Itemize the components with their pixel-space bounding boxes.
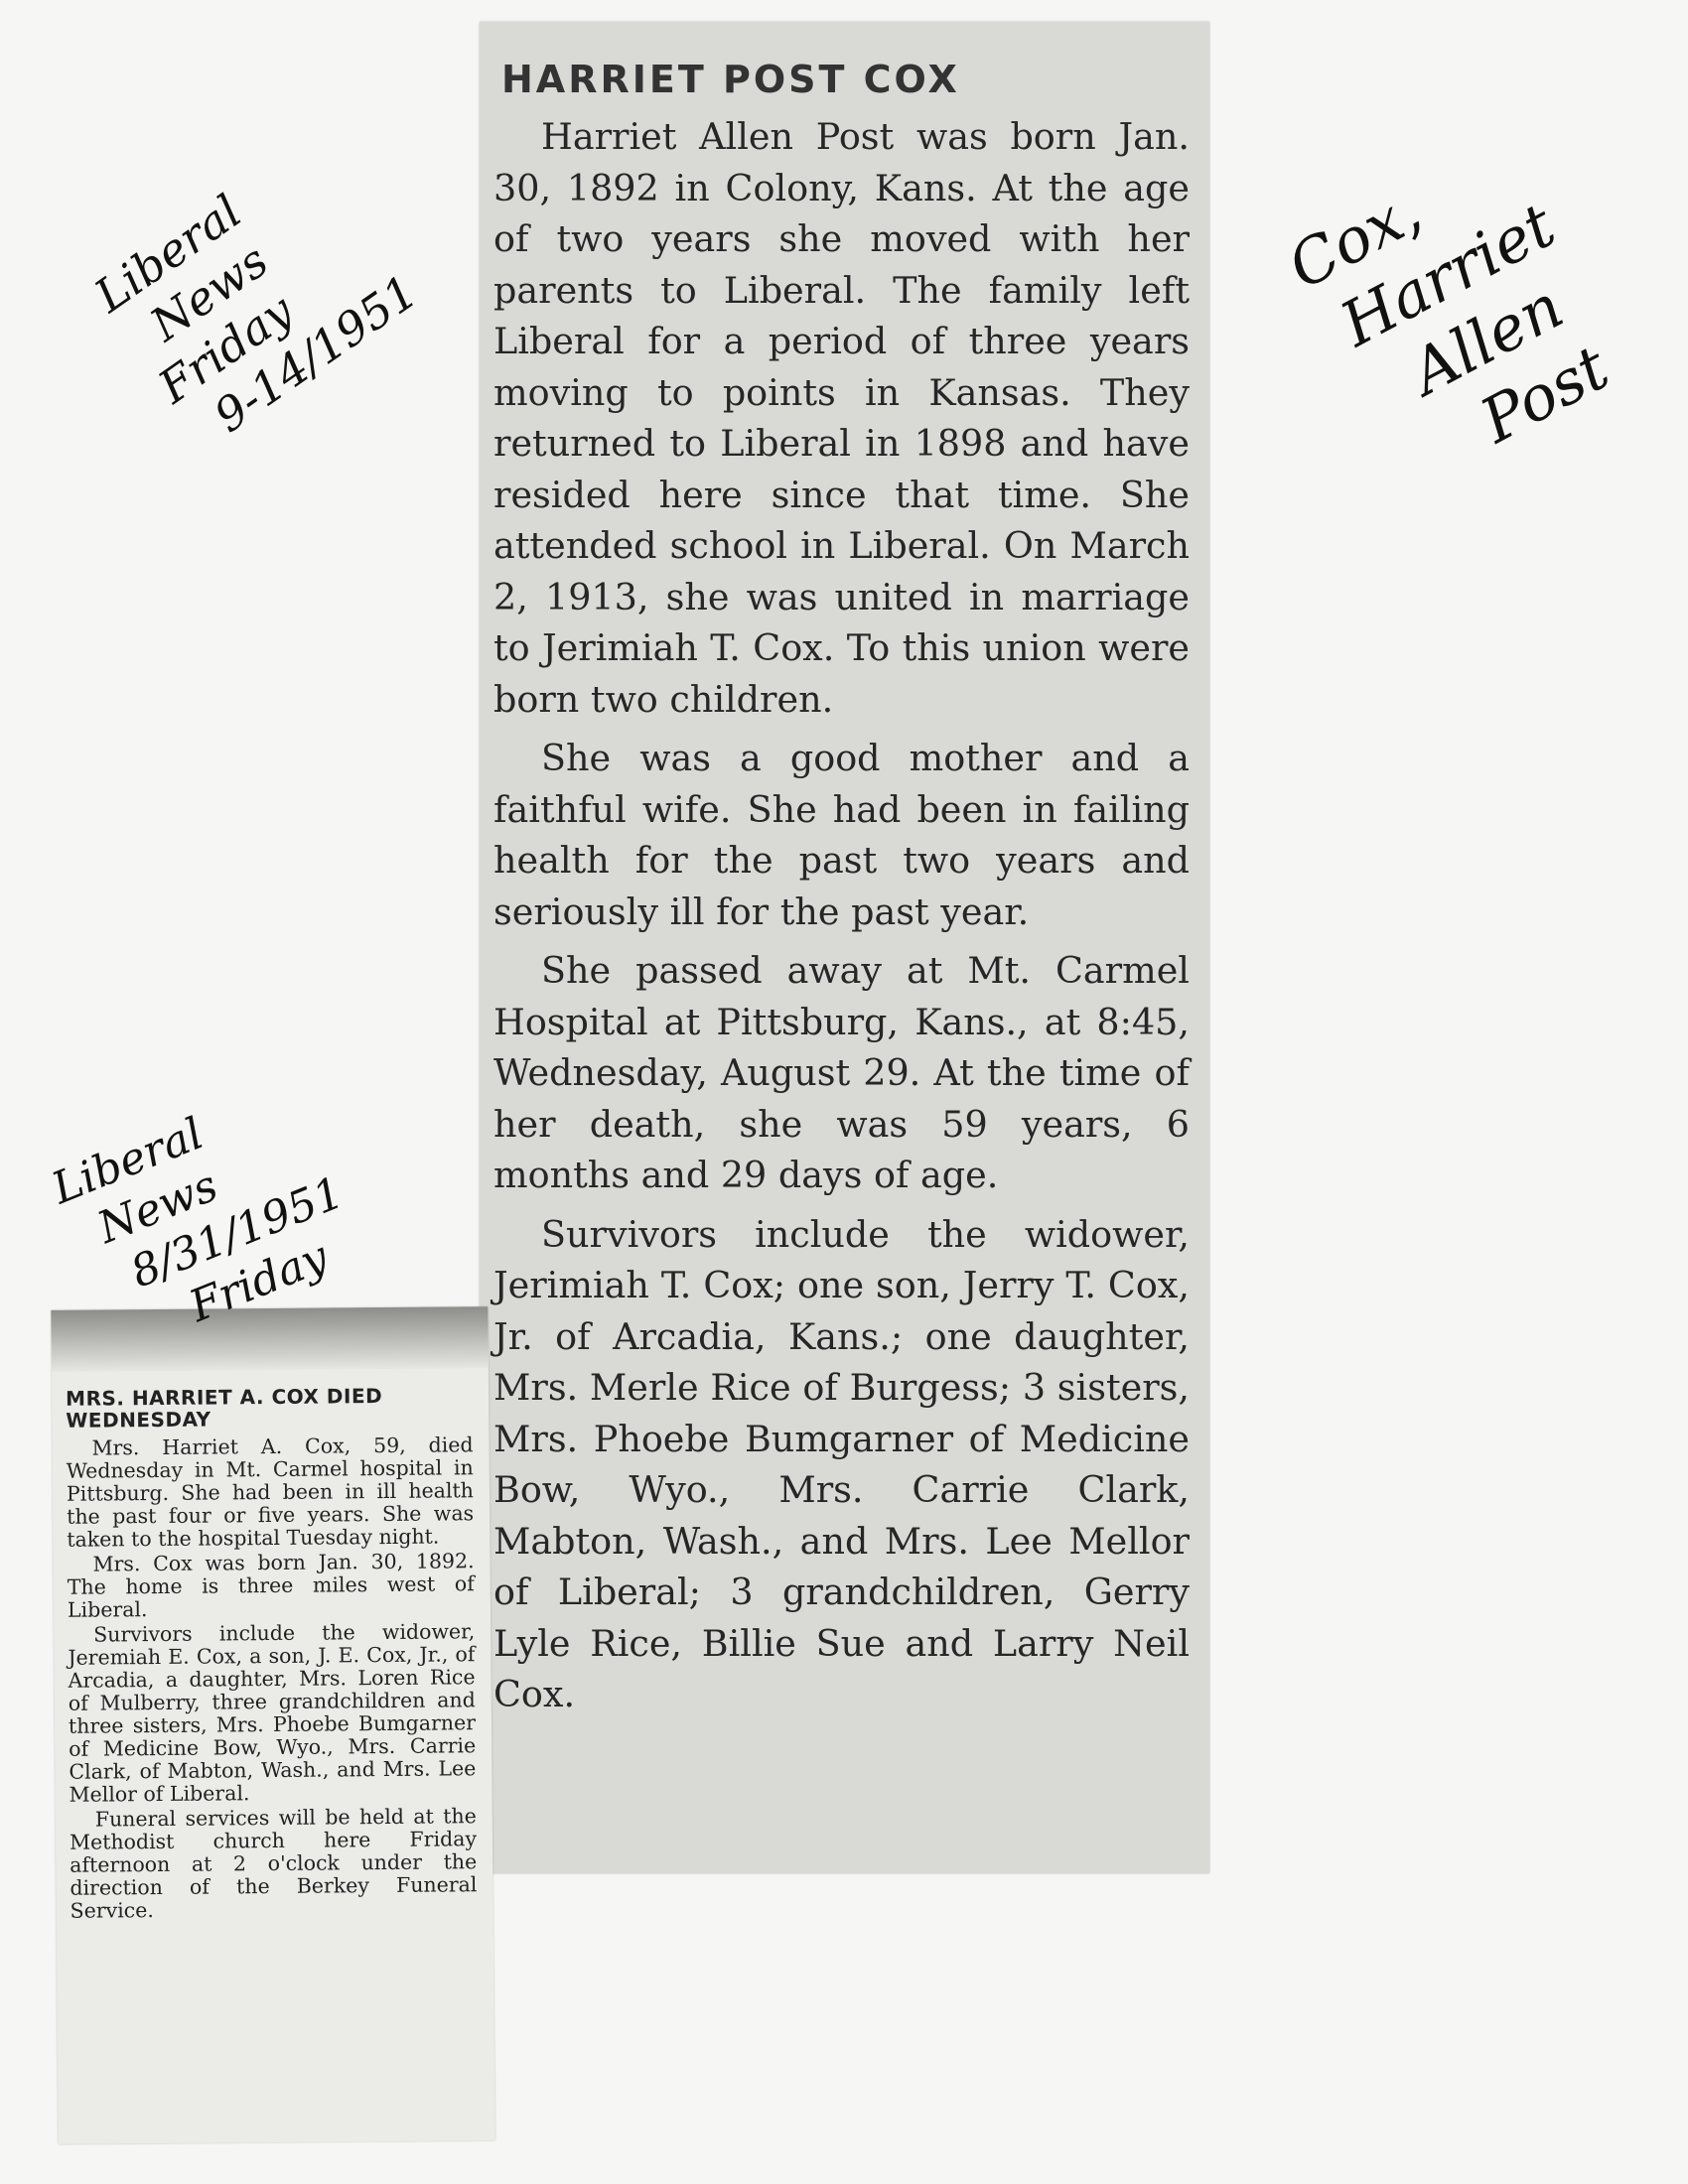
obituary-clipping-main: [480, 22, 1209, 1873]
obituary-headline: HARRIET POST COX: [501, 58, 960, 101]
handwritten-source-note-top: Liberal News Friday 9-14/1951: [84, 184, 428, 460]
obituary-paragraph: She passed away at Mt. Carmel Hospital at Pittsburg, Kans., at 8:45, Wednesday, August 29. At the time of her death, she was 59 years, 6 months and 29 days of age.: [493, 949, 1190, 1196]
small-clipping-paragraph: Funeral services will be held at the Methodist church here Friday afternoon at 2 o'clock under the direction of the Berkey Funeral Service.: [69, 1804, 478, 1923]
small-clipping-headline: MRS. HARRIET A. COX DIED WEDNESDAY: [66, 1384, 383, 1433]
handwritten-name-note: Cox, Harriet Allen Post: [1276, 174, 1620, 503]
obituary-clipping-small: [51, 1306, 494, 2144]
obituary-paragraph: Survivors include the widower, Jerimiah T. Cox; one son, Jerry T. Cox, Jr. of Arcadia, Kans.; one daughter, Mrs. Merle Rice of Burgess; 3 sisters, Mrs. Phoebe Bumgarner of Medicine Bow, Wyo., Mrs. Carrie Clark, Mabton, Wash., and Mrs. Lee Mellor of Liberal; 3 grandchildren, Gerry Lyle Rice, Billie Sue and Larry Neil Cox.: [493, 1212, 1190, 1715]
small-clipping-paragraph: Mrs. Cox was born Jan. 30, 1892. The home is three miles west of Liberal.: [67, 1549, 475, 1622]
obituary-paragraph: Harriet Allen Post was born Jan. 30, 1892 in Colony, Kans. At the age of two years she moved with her parents to Liberal. The family left Liberal for a period of three years moving to points in Kansas. They returned to Liberal in 1898 and have resided here since that time. She attended school in Liberal. On March 2, 1913, she was united in marriage to Jerimiah T. Cox. To this union were born two children.: [493, 115, 1190, 721]
small-clipping-paragraph: Survivors include the widower, Jeremiah E. Cox, a son, J. E. Cox, Jr., of Arcadia, a daughter, Mrs. Loren Rice of Mulberry, three grandchildren and three sisters, Mrs. Phoebe Bumgarner of Medicine Bow, Wyo., Mrs. Carrie Clark, of Mabton, Wash., and Mrs. Lee Mellor of Liberal.: [68, 1619, 477, 1807]
small-clipping-paragraph: Mrs. Harriet A. Cox, 59, died Wednesday in Mt. Carmel hospital in Pittsburg. She had been in ill health the past four or five years. She was taken to the hospital Tuesday night.: [66, 1433, 475, 1552]
obituary-paragraph: She was a good mother and a faithful wife. She had been in failing health for the past two years and seriously ill for the past year.: [493, 737, 1190, 933]
handwritten-source-note-bottom: Liberal News 8/31/1951 Friday: [45, 1108, 352, 1364]
